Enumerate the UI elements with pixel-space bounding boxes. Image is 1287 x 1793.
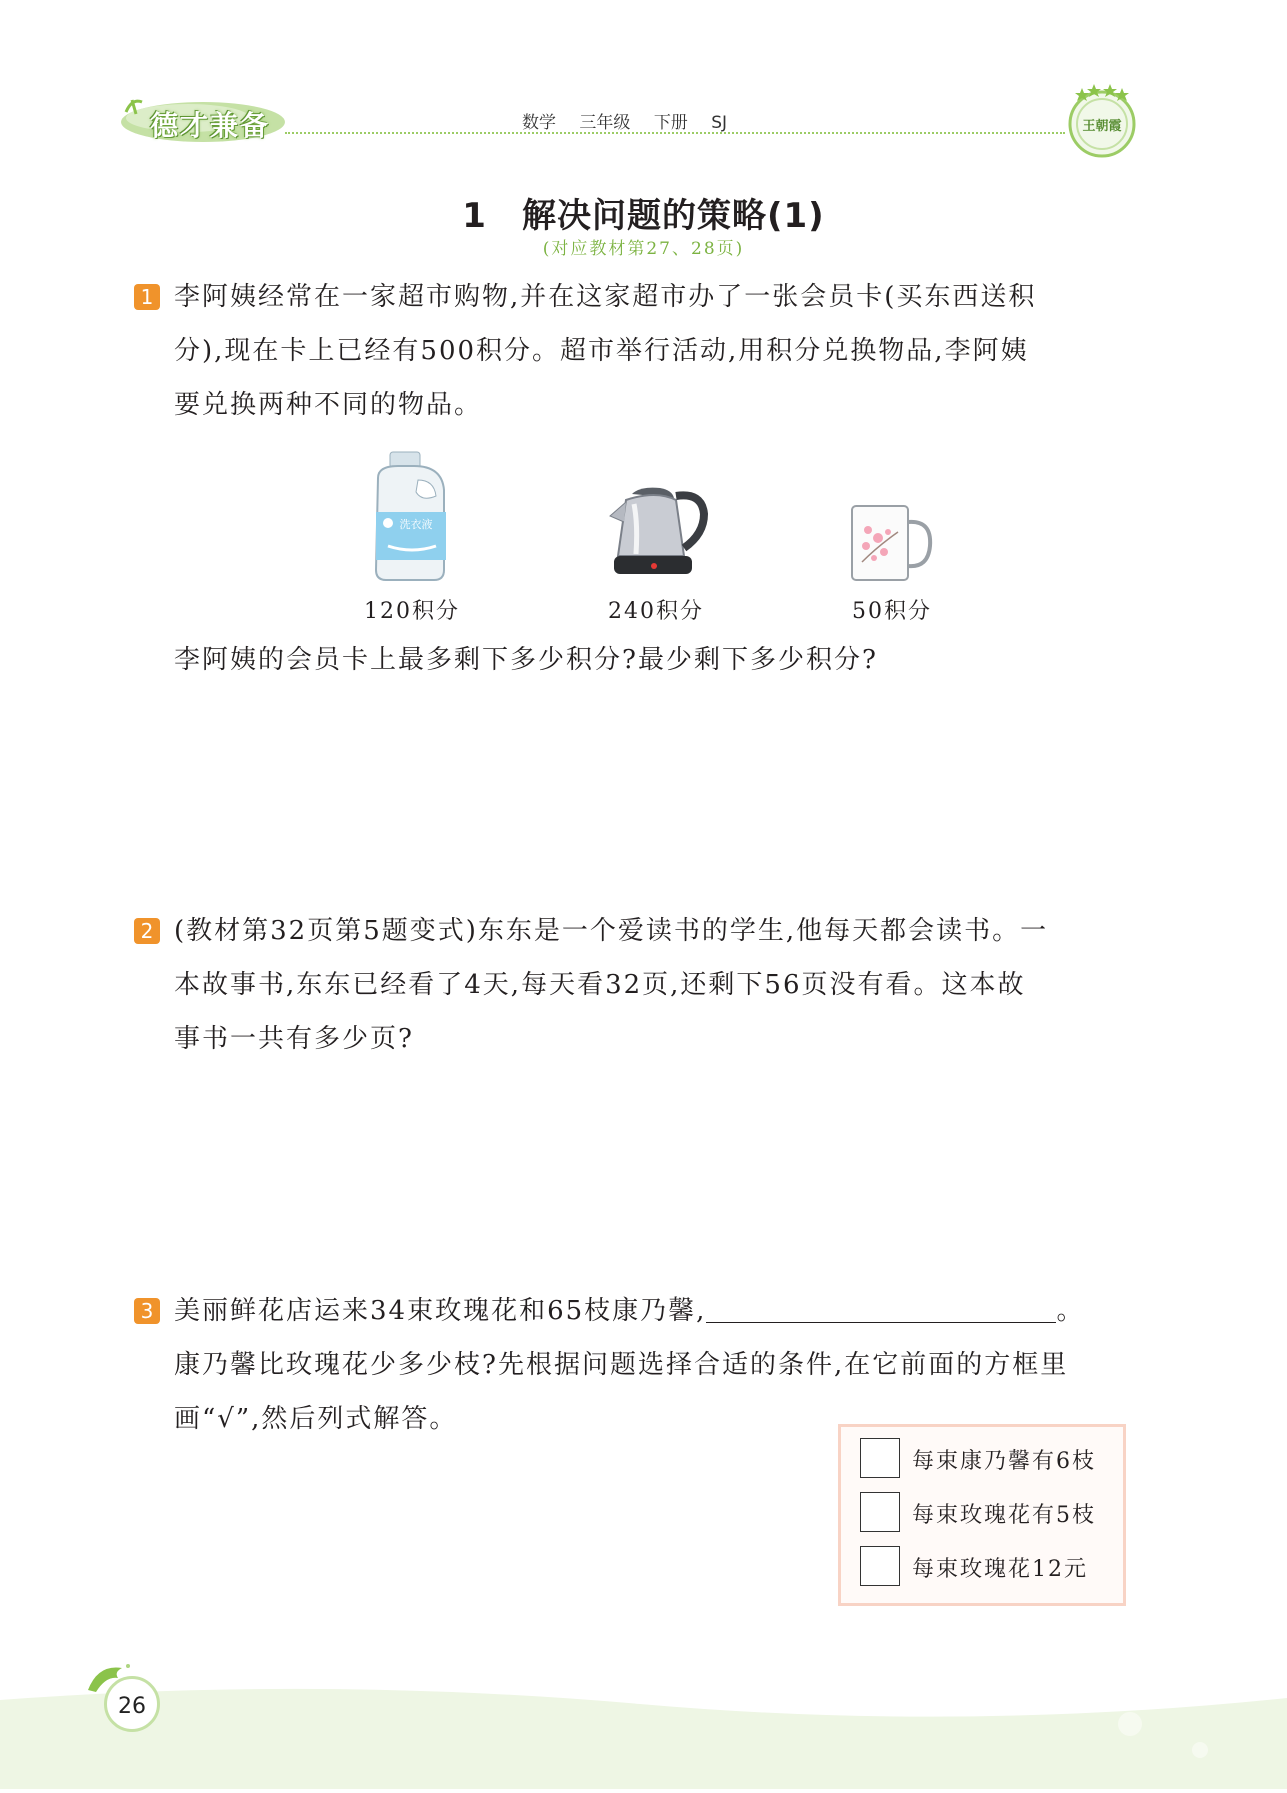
item-points-label: 50积分	[852, 599, 932, 624]
page-number: 26	[104, 1676, 160, 1732]
header-grade: 三年级	[579, 113, 631, 133]
answer-blank[interactable]	[706, 1294, 1056, 1323]
checkbox[interactable]	[860, 1546, 900, 1586]
question-number-3: 3	[134, 1298, 160, 1324]
seal-icon	[1062, 80, 1142, 160]
question-3-line1-end: 。	[1056, 1296, 1085, 1326]
page-subtitle: (对应教材第27、28页)	[542, 239, 745, 259]
bottle-label: 洗衣液	[399, 518, 433, 531]
page-title: 1 解决问题的策略(1)	[462, 196, 825, 236]
detergent-bottle-icon	[366, 450, 456, 584]
question-3-text	[174, 1284, 1130, 1446]
question-2-line: 本故事书,东东已经看了4天,每天看32页,还剩下56页没有看。这本故	[174, 970, 1026, 1000]
question-1-line: 分),现在卡上已经有500积分。超市举行活动,用积分兑换物品,李阿姨	[174, 336, 1029, 366]
question-3-line1: 美丽鲜花店运来34束玫瑰花和65枝康乃馨,	[174, 1296, 707, 1326]
footer-decoration	[0, 1680, 1287, 1789]
checkbox[interactable]	[860, 1438, 900, 1478]
question-1-line: 李阿姨经常在一家超市购物,并在这家超市办了一张会员卡(买东西送积	[174, 282, 1037, 312]
header-info	[522, 108, 745, 133]
question-3-line: 康乃馨比玫瑰花少多少枝?先根据问题选择合适的条件,在它前面的方框里	[174, 1350, 1069, 1380]
question-1-text	[174, 270, 1130, 432]
header-edition: SJ	[711, 113, 728, 133]
brand-text: 德才兼备	[150, 109, 271, 142]
question-3-line	[174, 1284, 1130, 1338]
question-3-line: 画“√”,然后列式解答。	[174, 1404, 458, 1434]
flower-mug-icon	[848, 502, 934, 584]
condition-option-label: 每束玫瑰花有5枝	[912, 1503, 1096, 1528]
item-points-label: 240积分	[608, 599, 704, 624]
question-1-line: 要兑换两种不同的物品。	[174, 390, 483, 420]
question-2-line: 事书一共有多少页?	[174, 1024, 414, 1054]
checkbox[interactable]	[860, 1492, 900, 1532]
question-2-line: (教材第32页第5题变式)东东是一个爱读书的学生,他每天都会读书。一	[174, 916, 1049, 946]
header-volume: 下册	[653, 113, 688, 133]
item-points-label: 120积分	[364, 599, 460, 624]
condition-option-label: 每束玫瑰花12元	[912, 1557, 1088, 1582]
question-1-prompt: 李阿姨的会员卡上最多剩下多少积分?最少剩下多少积分?	[174, 645, 878, 675]
question-number-1: 1	[134, 284, 160, 310]
condition-option-label: 每束康乃馨有6枝	[912, 1449, 1096, 1474]
electric-kettle-icon	[604, 482, 708, 582]
question-number-2: 2	[134, 918, 160, 944]
question-2-text	[174, 904, 1130, 1066]
seal-text: 王朝霞	[1082, 119, 1122, 134]
header-subject: 数学	[522, 113, 556, 133]
